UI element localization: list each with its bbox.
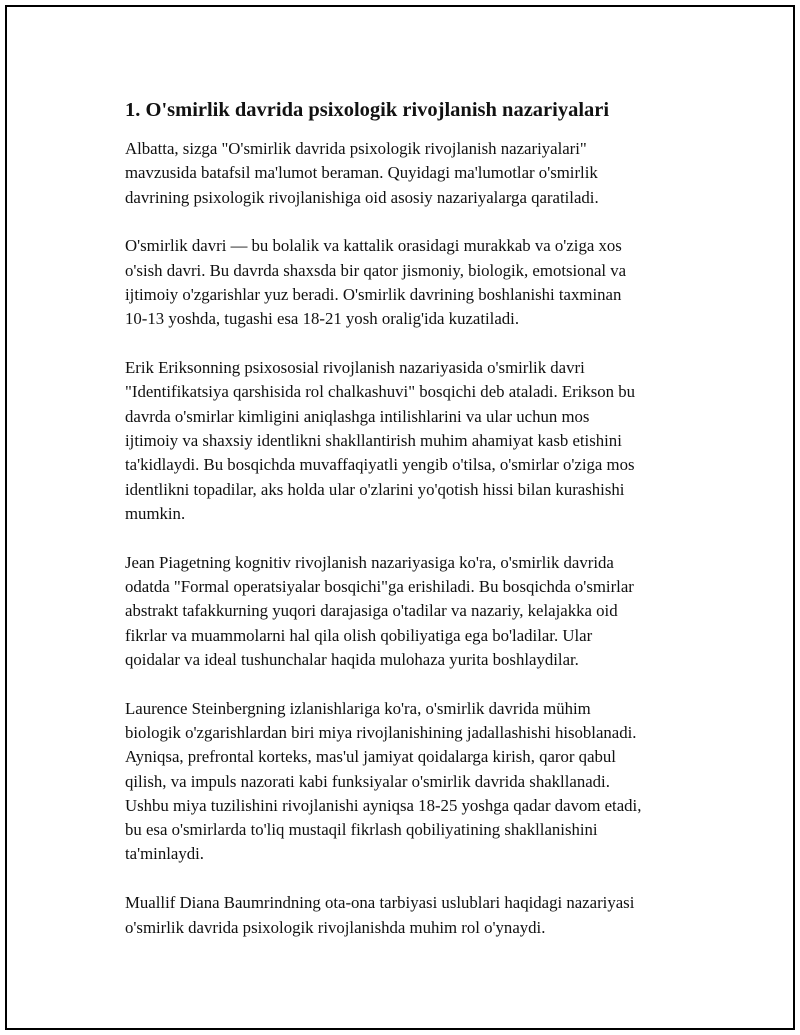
document-heading: 1. O'smirlik davrida psixologik rivojlanish nazariyalari — [125, 99, 610, 121]
paragraph-steinberg: Laurence Steinbergning izlanishlariga ko'ra, o'smirlik davrida mühim biologik o'zgarishlardan biri miya rivojlanishining jadallashishi hisoblanadi. Ayniqsa, prefrontal korteks, mas'ul jamiyat qoidalarga kirish, qaror qabul qilish, va impuls nazorati kabi funksiyalar o'smirlik davrida shakllanadi. Ushbu miya tuzilishini rivojlanishi ayniqsa 18-25 yoshga qadar davom etadi, bu esa o'smirlarda to'liq mustaqil fikrlash qobiliyatining shakllanishini ta'minlaydi. — [125, 698, 642, 864]
paragraph-intro: Albatta, sizga "O'smirlik davrida psixologik rivojlanish nazariyalari" mavzusida batafsil ma'lumot beraman. Quyidagi ma'lumotlar o'smirlik davrining psixologik rivojlanishiga oid asosiy nazariyalarga qaratiladi. — [125, 139, 599, 207]
page-frame — [5, 5, 795, 1030]
paragraph-erikson: Erik Eriksonning psixososial rivojlanish nazariyasida o'smirlik davri "Identifikatsiya qarshisida rol chalkashuvi" bosqichi deb ataladi. Erikson bu davrda o'smirlar kimligini aniqlashga intilishlarini va ular uchun mos ijtimoiy va shaxsiy identlikni shakllantirish muhim ahamiyat kasb etishini ta'kidlaydi. Bu bosqichda muvaffaqiyatli yengib o'tilsa, o'smirlar o'ziga mos identlikni topadilar, aks holda ular o'zlarini yo'qotish hissi bilan kurashishi mumkin. — [125, 358, 636, 523]
paragraph-adolescence-definition: O'smirlik davri — bu bolalik va kattalik orasidagi murakkab va o'ziga xos o'sish davri. Bu davrda shaxsda bir qator jismoniy, biologik, emotsional va ijtimoiy o'zgarishlar yuz beradi. O'smirlik davrining boshlanishi taxminan 10-13 yoshda, tugashi esa 18-21 yosh oralig'ida kuzatiladi. — [125, 236, 627, 329]
paragraph-baumrind: Muallif Diana Baumrindning ota-ona tarbiyasi uslublari haqidagi nazariyasi o'smirlik davrida psixologik rivojlanishda muhim rol o'ynaydi. — [125, 893, 635, 937]
document-body — [125, 97, 705, 964]
paragraph-piaget: Jean Piagetning kognitiv rivojlanish nazariyasiga ko'ra, o'smirlik davrida odatda "Formal operatsiyalar bosqichi"ga erishiladi. Bu bosqichda o'smirlar abstrakt tafakkurning yuqori darajasiga o'tadilar va nazariy, kelajakka oid fikrlar va muammolarni hal qila olish qobiliyatiga ega bo'ladilar. Ular qoidalar va ideal tushunchalar haqida mulohaza yurita boshlaydilar. — [125, 552, 634, 669]
